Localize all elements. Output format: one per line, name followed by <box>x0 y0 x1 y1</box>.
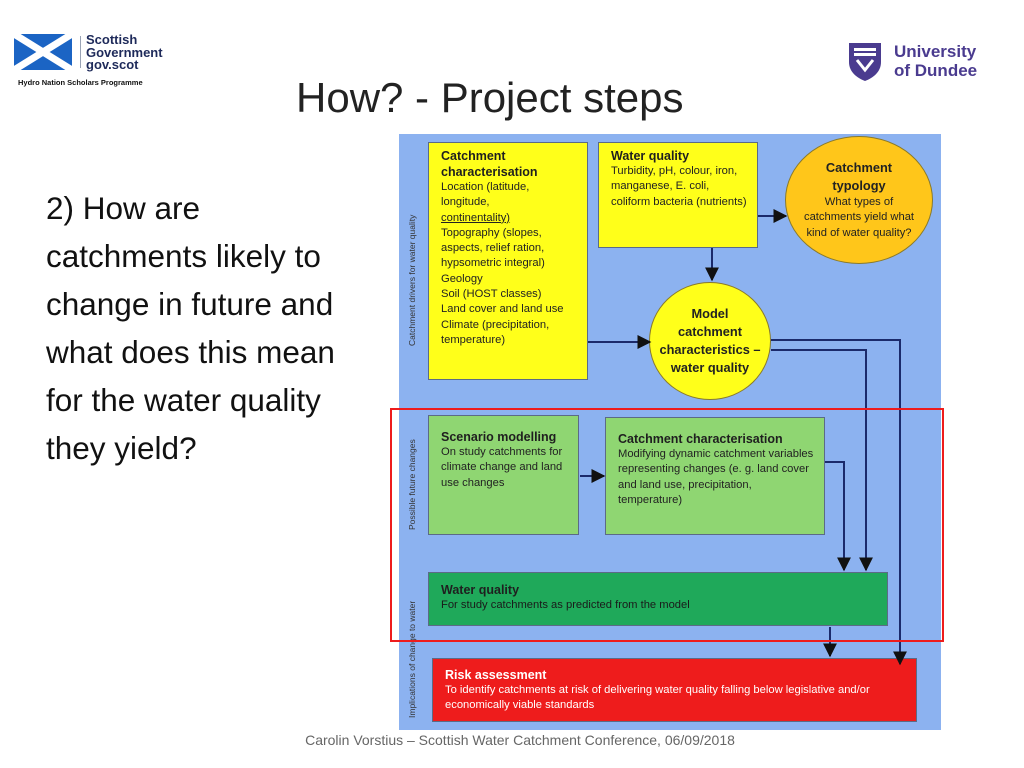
catchment-typology-circle <box>785 136 933 264</box>
catchment-line: Location (latitude, longitude, <box>441 181 530 209</box>
sg-line-1: Scottish <box>86 32 138 47</box>
catchment-line: Soil (HOST classes) <box>441 288 542 301</box>
footer-text: Carolin Vorstius – Scottish Water Catchment Conference, 06/09/2018 <box>305 732 735 748</box>
wq2-heading: Water quality <box>441 583 520 597</box>
logo-divider <box>80 36 81 68</box>
water-quality-box-heading: Water quality <box>611 149 690 163</box>
water-quality-box-text: Turbidity, pH, colour, iron, manganese, E. coli, coliform bacteria (nutrients) <box>611 165 747 208</box>
catchment-line: continentality) <box>441 211 511 224</box>
side-label-drivers: Catchment drivers for water quality <box>407 214 417 346</box>
catchment-line: Land cover and land use <box>441 303 564 316</box>
risk-text: To identify catchments at risk of delivering water quality falling below legislative and/or economically viable standards <box>445 684 870 712</box>
typology-heading: Catchment typology <box>825 159 893 193</box>
highlight-frame <box>390 408 944 642</box>
sg-name <box>86 34 163 72</box>
ud-name <box>894 42 977 80</box>
scottish-government-logo <box>12 34 172 92</box>
typology-text: What types of catchments yield what kind of water quality? <box>803 195 915 239</box>
water-quality-box <box>598 142 758 248</box>
university-shield-icon <box>848 42 882 82</box>
university-of-dundee-logo <box>848 40 988 84</box>
catchment-characterisation-box <box>428 142 588 380</box>
model-catchment-circle <box>649 282 771 400</box>
ud-line-2: of Dundee <box>894 61 978 80</box>
catchment-line: Geology <box>441 272 483 285</box>
scenario-heading: Scenario modelling <box>441 430 557 444</box>
catch2-heading: Catchment characterisation <box>618 432 783 446</box>
slide-title: How? - Project steps <box>296 74 684 121</box>
scenario-text: On study catchments for climate change and land use changes <box>441 446 563 489</box>
sg-subtitle: Hydro Nation Scholars Programme <box>18 78 143 87</box>
side-label-implications: Implications of change to water <box>407 600 417 718</box>
risk-heading: Risk assessment <box>445 668 547 682</box>
sg-line-2: Government <box>86 44 163 60</box>
catchment-box-heading: Catchment characterisation <box>441 149 538 179</box>
risk-assessment-box <box>432 658 917 722</box>
model-heading: Model catchment characteristics – water quality <box>659 306 761 375</box>
catch2-text: Modifying dynamic catchment variables representing changes (e. g. land cover and land use, precipitation, temperature) <box>618 448 814 506</box>
catchment-line: Topography (slopes, aspects, relief ration, hypsometric integral) <box>441 226 545 270</box>
catchment-line: Climate (precipitation, temperature) <box>441 318 550 346</box>
question-text: 2) How are catchments likely to change in future and what does this mean for the water quality they yield? <box>46 190 335 466</box>
sg-line-3: gov.scot <box>86 57 139 72</box>
ud-line-1: University <box>894 42 977 61</box>
wq2-text: For study catchments as predicted from the model <box>441 599 690 611</box>
side-label-future: Possible future changes <box>407 439 417 530</box>
saltire-flag-icon <box>14 34 72 70</box>
